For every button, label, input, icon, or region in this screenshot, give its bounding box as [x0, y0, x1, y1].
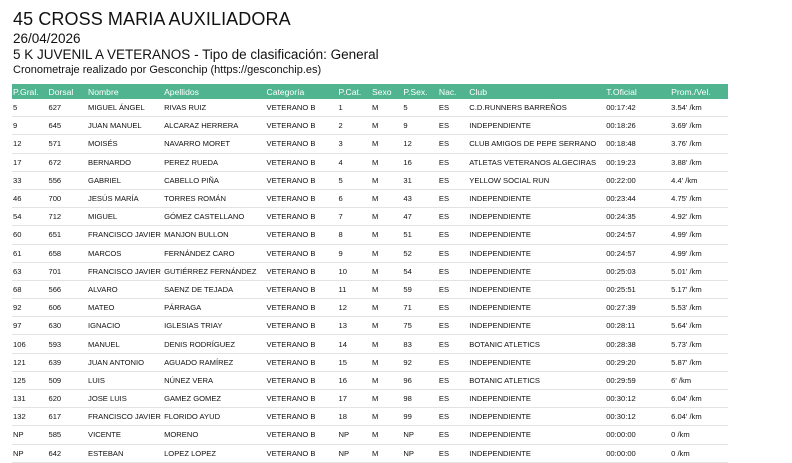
cell-psex: NP: [402, 426, 437, 444]
cell-sexo: M: [371, 335, 402, 353]
cell-nombre: MIGUEL: [87, 208, 163, 226]
cell-categoria: VETERANO B: [266, 335, 338, 353]
cell-apellidos: IGLESIAS TRIAY: [163, 317, 265, 335]
classification-subtitle: 5 K JUVENIL A VETERANOS - Tipo de clasificación: General: [13, 47, 379, 62]
cell-categoria: VETERANO B: [266, 408, 338, 426]
cell-dorsal: 700: [47, 189, 87, 207]
cell-nac: ES: [438, 444, 468, 462]
cell-pcat: 9: [338, 244, 371, 262]
cell-categoria: VETERANO B: [266, 171, 338, 189]
cell-psex: 92: [402, 353, 437, 371]
cell-pcat: 10: [338, 262, 371, 280]
cell-dorsal: 630: [47, 317, 87, 335]
cell-club: C.D.RUNNERS BARREÑOS: [468, 99, 605, 117]
cell-club: INDEPENDIENTE: [468, 426, 605, 444]
column-header-prom: Prom./Vel.: [671, 86, 711, 97]
cell-pgral: 121: [12, 353, 47, 371]
table-row: [12, 353, 728, 371]
cell-psex: 12: [402, 135, 437, 153]
table-row: [12, 244, 728, 262]
cell-toficial: 00:24:57: [605, 244, 670, 262]
cell-prom: 4.75' /km: [670, 189, 728, 207]
cell-sexo: M: [371, 99, 402, 117]
cell-club: INDEPENDIENTE: [468, 189, 605, 207]
cell-dorsal: 642: [47, 444, 87, 462]
cell-pcat: 16: [338, 371, 371, 389]
cell-prom: 4.99' /km: [670, 226, 728, 244]
cell-categoria: VETERANO B: [266, 317, 338, 335]
column-header-toficial: T.Oficial: [606, 86, 637, 97]
cell-pgral: 132: [12, 408, 47, 426]
cell-sexo: M: [371, 262, 402, 280]
cell-dorsal: 593: [47, 335, 87, 353]
table-row: [12, 280, 728, 298]
cell-psex: 43: [402, 189, 437, 207]
cell-nac: ES: [438, 371, 468, 389]
cell-nombre: VICENTE: [87, 426, 163, 444]
cell-pgral: 97: [12, 317, 47, 335]
cell-pcat: 4: [338, 153, 371, 171]
cell-toficial: 00:25:51: [605, 280, 670, 298]
cell-toficial: 00:19:23: [605, 153, 670, 171]
cell-prom: 3.88' /km: [670, 153, 728, 171]
cell-sexo: M: [371, 117, 402, 135]
cell-psex: 96: [402, 371, 437, 389]
cell-pgral: 61: [12, 244, 47, 262]
cell-nac: ES: [438, 153, 468, 171]
cell-nombre: JUAN ANTONIO: [87, 353, 163, 371]
cell-dorsal: 556: [47, 171, 87, 189]
table-row: [12, 153, 728, 171]
cell-categoria: VETERANO B: [266, 117, 338, 135]
column-header-club: Club: [469, 86, 487, 97]
cell-apellidos: DENIS RODRÍGUEZ: [163, 335, 265, 353]
cell-dorsal: 606: [47, 299, 87, 317]
table-row: [12, 135, 728, 153]
cell-apellidos: GUTIÉRREZ FERNÁNDEZ: [163, 262, 265, 280]
cell-psex: 31: [402, 171, 437, 189]
cell-nac: ES: [438, 262, 468, 280]
cell-pgral: 5: [12, 99, 47, 117]
cell-nac: ES: [438, 189, 468, 207]
cell-sexo: M: [371, 299, 402, 317]
cell-club: INDEPENDIENTE: [468, 390, 605, 408]
cell-categoria: VETERANO B: [266, 371, 338, 389]
cell-psex: 83: [402, 335, 437, 353]
cell-pgral: 46: [12, 189, 47, 207]
table-row: [12, 99, 728, 117]
cell-psex: 59: [402, 280, 437, 298]
column-header-pcat: P.Cat.: [338, 86, 362, 97]
cell-pcat: NP: [338, 426, 371, 444]
cell-categoria: VETERANO B: [266, 444, 338, 462]
cell-apellidos: FERNÁNDEZ CARO: [163, 244, 265, 262]
cell-dorsal: 658: [47, 244, 87, 262]
cell-pgral: NP: [12, 426, 47, 444]
table-row: [12, 171, 728, 189]
cell-nombre: FRANCISCO JAVIER: [87, 226, 163, 244]
cell-pcat: NP: [338, 444, 371, 462]
cell-nac: ES: [438, 408, 468, 426]
cell-club: YELLOW SOCIAL RUN: [468, 171, 605, 189]
cell-prom: 5.01' /km: [670, 262, 728, 280]
cell-club: CLUB AMIGOS DE PEPE SERRANO: [468, 135, 605, 153]
cell-prom: 6.04' /km: [670, 390, 728, 408]
results-table: [12, 84, 728, 463]
cell-nac: ES: [438, 335, 468, 353]
column-header-nac: Nac.: [438, 86, 457, 97]
cell-prom: 6.04' /km: [670, 408, 728, 426]
cell-apellidos: GÓMEZ CASTELLANO: [163, 208, 265, 226]
cell-nac: ES: [438, 99, 468, 117]
cell-sexo: M: [371, 317, 402, 335]
cell-toficial: 00:27:39: [605, 299, 670, 317]
cell-sexo: M: [371, 353, 402, 371]
cell-toficial: 00:00:00: [605, 426, 670, 444]
cell-apellidos: LOPEZ LOPEZ: [163, 444, 265, 462]
cell-pcat: 12: [338, 299, 371, 317]
table-row: [12, 444, 728, 462]
table-row: [12, 426, 728, 444]
cell-pgral: 131: [12, 390, 47, 408]
cell-toficial: 00:29:59: [605, 371, 670, 389]
cell-pcat: 15: [338, 353, 371, 371]
cell-sexo: M: [371, 135, 402, 153]
cell-psex: 99: [402, 408, 437, 426]
cell-prom: 0 /km: [670, 426, 728, 444]
cell-pcat: 6: [338, 189, 371, 207]
cell-apellidos: TORRES ROMÁN: [163, 189, 265, 207]
cell-categoria: VETERANO B: [266, 99, 338, 117]
cell-prom: 5.64' /km: [670, 317, 728, 335]
table-row: [12, 226, 728, 244]
cell-dorsal: 509: [47, 371, 87, 389]
cell-club: INDEPENDIENTE: [468, 262, 605, 280]
cell-sexo: M: [371, 208, 402, 226]
cell-nac: ES: [438, 353, 468, 371]
cell-sexo: M: [371, 444, 402, 462]
cell-prom: 3.69' /km: [670, 117, 728, 135]
cell-nombre: LUIS: [87, 371, 163, 389]
cell-dorsal: 585: [47, 426, 87, 444]
cell-nombre: MARCOS: [87, 244, 163, 262]
cell-pcat: 13: [338, 317, 371, 335]
cell-dorsal: 645: [47, 117, 87, 135]
cell-categoria: VETERANO B: [266, 426, 338, 444]
cell-club: INDEPENDIENTE: [468, 117, 605, 135]
cell-prom: 5.87' /km: [670, 353, 728, 371]
cell-toficial: 00:24:35: [605, 208, 670, 226]
cell-toficial: 00:25:03: [605, 262, 670, 280]
cell-nac: ES: [438, 244, 468, 262]
cell-sexo: M: [371, 426, 402, 444]
cell-club: ATLETAS VETERANOS ALGECIRAS: [468, 153, 605, 171]
cell-club: INDEPENDIENTE: [468, 444, 605, 462]
cell-toficial: 00:18:26: [605, 117, 670, 135]
cell-club: INDEPENDIENTE: [468, 317, 605, 335]
cell-dorsal: 639: [47, 353, 87, 371]
cell-apellidos: RIVAS RUIZ: [163, 99, 265, 117]
cell-prom: 5.17' /km: [670, 280, 728, 298]
cell-sexo: M: [371, 226, 402, 244]
cell-dorsal: 627: [47, 99, 87, 117]
cell-pgral: 12: [12, 135, 47, 153]
table-row: [12, 408, 728, 426]
cell-pcat: 18: [338, 408, 371, 426]
cell-psex: 16: [402, 153, 437, 171]
cell-categoria: VETERANO B: [266, 353, 338, 371]
cell-dorsal: 701: [47, 262, 87, 280]
cell-prom: 4.92' /km: [670, 208, 728, 226]
cell-nombre: FRANCISCO JAVIER: [87, 408, 163, 426]
cell-pgral: 33: [12, 171, 47, 189]
cell-nac: ES: [438, 171, 468, 189]
cell-pgral: 54: [12, 208, 47, 226]
cell-pgral: 60: [12, 226, 47, 244]
cell-dorsal: 672: [47, 153, 87, 171]
cell-toficial: 00:24:57: [605, 226, 670, 244]
cell-pgral: 68: [12, 280, 47, 298]
cell-sexo: M: [371, 244, 402, 262]
table-row: [12, 390, 728, 408]
cell-club: INDEPENDIENTE: [468, 408, 605, 426]
cell-prom: 3.76' /km: [670, 135, 728, 153]
cell-nac: ES: [438, 426, 468, 444]
cell-nombre: GABRIEL: [87, 171, 163, 189]
table-row: [12, 371, 728, 389]
cell-prom: 4.4' /km: [670, 171, 728, 189]
cell-nombre: ESTEBAN: [87, 444, 163, 462]
cell-toficial: 00:28:38: [605, 335, 670, 353]
cell-psex: 51: [402, 226, 437, 244]
cell-nac: ES: [438, 317, 468, 335]
cell-nombre: MIGUEL ÁNGEL: [87, 99, 163, 117]
table-row: [12, 317, 728, 335]
cell-prom: 6' /km: [670, 371, 728, 389]
cell-psex: 75: [402, 317, 437, 335]
column-header-nombre: Nombre: [88, 86, 119, 97]
cell-pcat: 7: [338, 208, 371, 226]
cell-apellidos: PEREZ RUEDA: [163, 153, 265, 171]
cell-psex: 47: [402, 208, 437, 226]
cell-toficial: 00:22:00: [605, 171, 670, 189]
cell-prom: 4.99' /km: [670, 244, 728, 262]
column-header-psex: P.Sex.: [403, 86, 428, 97]
table-body: [12, 99, 728, 462]
cell-apellidos: MORENO: [163, 426, 265, 444]
cell-categoria: VETERANO B: [266, 189, 338, 207]
cell-nombre: ALVARO: [87, 280, 163, 298]
cell-pcat: 2: [338, 117, 371, 135]
column-header-sexo: Sexo: [371, 86, 392, 97]
cell-categoria: VETERANO B: [266, 208, 338, 226]
cell-apellidos: PÁRRAGA: [163, 299, 265, 317]
cell-pcat: 17: [338, 390, 371, 408]
cell-categoria: VETERANO B: [266, 226, 338, 244]
cell-club: BOTANIC ATLETICS: [468, 335, 605, 353]
column-header-dorsal: Dorsal: [48, 86, 74, 97]
race-date: 26/04/2026: [13, 31, 81, 46]
cell-pcat: 8: [338, 226, 371, 244]
cell-dorsal: 620: [47, 390, 87, 408]
cell-categoria: VETERANO B: [266, 390, 338, 408]
cell-club: BOTANIC ATLETICS: [468, 371, 605, 389]
cell-nac: ES: [438, 117, 468, 135]
cell-club: INDEPENDIENTE: [468, 244, 605, 262]
cell-nombre: JOSE LUIS: [87, 390, 163, 408]
cell-categoria: VETERANO B: [266, 135, 338, 153]
column-header-categoria: Categoría: [266, 86, 305, 97]
cell-pgral: 92: [12, 299, 47, 317]
cell-toficial: 00:23:44: [605, 189, 670, 207]
report-header: [13, 8, 379, 77]
cell-toficial: 00:18:48: [605, 135, 670, 153]
cell-pgral: 125: [12, 371, 47, 389]
cell-nac: ES: [438, 280, 468, 298]
cell-nac: ES: [438, 208, 468, 226]
cell-toficial: 00:30:12: [605, 408, 670, 426]
cell-sexo: M: [371, 280, 402, 298]
cell-apellidos: AGUADO RAMÍREZ: [163, 353, 265, 371]
cell-apellidos: NAVARRO MORET: [163, 135, 265, 153]
cell-categoria: VETERANO B: [266, 280, 338, 298]
cell-club: INDEPENDIENTE: [468, 280, 605, 298]
cell-categoria: VETERANO B: [266, 244, 338, 262]
table-row: [12, 189, 728, 207]
table-row: [12, 299, 728, 317]
cell-categoria: VETERANO B: [266, 153, 338, 171]
cell-nac: ES: [438, 135, 468, 153]
cell-nombre: MANUEL: [87, 335, 163, 353]
cell-club: INDEPENDIENTE: [468, 208, 605, 226]
cell-prom: 5.53' /km: [670, 299, 728, 317]
cell-sexo: M: [371, 171, 402, 189]
cell-club: INDEPENDIENTE: [468, 353, 605, 371]
cell-nac: ES: [438, 299, 468, 317]
cell-dorsal: 651: [47, 226, 87, 244]
cell-psex: NP: [402, 444, 437, 462]
cell-sexo: M: [371, 408, 402, 426]
table-row: [12, 335, 728, 353]
cell-toficial: 00:17:42: [605, 99, 670, 117]
cell-toficial: 00:30:12: [605, 390, 670, 408]
cell-toficial: 00:28:11: [605, 317, 670, 335]
cell-sexo: M: [371, 371, 402, 389]
race-title: 45 CROSS MARIA AUXILIADORA: [13, 9, 291, 29]
cell-pgral: 17: [12, 153, 47, 171]
cell-nombre: FRANCISCO JAVIER: [87, 262, 163, 280]
cell-sexo: M: [371, 390, 402, 408]
cell-dorsal: 566: [47, 280, 87, 298]
cell-pgral: 106: [12, 335, 47, 353]
cell-sexo: M: [371, 189, 402, 207]
cell-nac: ES: [438, 390, 468, 408]
cell-apellidos: GAMEZ GOMEZ: [163, 390, 265, 408]
cell-club: INDEPENDIENTE: [468, 299, 605, 317]
cell-pcat: 3: [338, 135, 371, 153]
cell-dorsal: 617: [47, 408, 87, 426]
cell-toficial: 00:00:00: [605, 444, 670, 462]
cell-prom: 0 /km: [670, 444, 728, 462]
cell-pcat: 11: [338, 280, 371, 298]
cell-nombre: BERNARDO: [87, 153, 163, 171]
cell-nombre: MOISÉS: [87, 135, 163, 153]
cell-apellidos: NÚNEZ VERA: [163, 371, 265, 389]
cell-pgral: 63: [12, 262, 47, 280]
cell-categoria: VETERANO B: [266, 262, 338, 280]
column-header-pgral: P.Gral.: [13, 86, 39, 97]
cell-apellidos: SAENZ DE TEJADA: [163, 280, 265, 298]
table-row: [12, 208, 728, 226]
cell-nombre: IGNACIO: [87, 317, 163, 335]
cell-toficial: 00:29:20: [605, 353, 670, 371]
cell-apellidos: CABELLO PIÑA: [163, 171, 265, 189]
cell-prom: 3.54' /km: [670, 99, 728, 117]
cell-apellidos: FLORIDO AYUD: [163, 408, 265, 426]
cell-nombre: JESÚS MARÍA: [87, 189, 163, 207]
cell-categoria: VETERANO B: [266, 299, 338, 317]
cell-psex: 54: [402, 262, 437, 280]
cell-pcat: 1: [338, 99, 371, 117]
cell-psex: 9: [402, 117, 437, 135]
cell-pgral: NP: [12, 444, 47, 462]
cell-pcat: 14: [338, 335, 371, 353]
column-header-apellidos: Apellidos: [164, 86, 199, 97]
cell-prom: 5.73' /km: [670, 335, 728, 353]
cell-psex: 52: [402, 244, 437, 262]
cell-club: INDEPENDIENTE: [468, 226, 605, 244]
cell-pcat: 5: [338, 171, 371, 189]
cell-nombre: MATEO: [87, 299, 163, 317]
cell-apellidos: ALCARAZ HERRERA: [163, 117, 265, 135]
cell-sexo: M: [371, 153, 402, 171]
cell-psex: 98: [402, 390, 437, 408]
cell-nac: ES: [438, 226, 468, 244]
table-row: [12, 117, 728, 135]
cell-dorsal: 571: [47, 135, 87, 153]
cell-psex: 71: [402, 299, 437, 317]
cell-pgral: 9: [12, 117, 47, 135]
table-row: [12, 262, 728, 280]
timing-credit: Cronometraje realizado por Gesconchip (https://gesconchip.es): [13, 64, 322, 76]
table-header-row: [12, 84, 728, 99]
cell-dorsal: 712: [47, 208, 87, 226]
cell-psex: 5: [402, 99, 437, 117]
cell-apellidos: MANJON BULLON: [163, 226, 265, 244]
cell-nombre: JUAN MANUEL: [87, 117, 163, 135]
